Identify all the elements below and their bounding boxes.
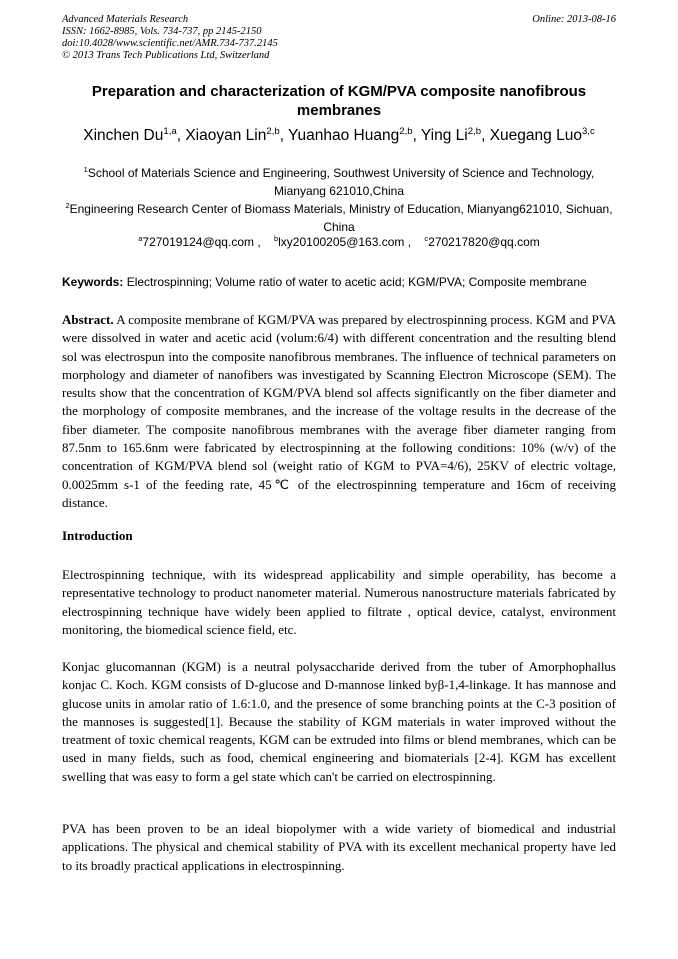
author: Xuegang Luo$^{3,c}$ [489, 125, 595, 144]
affiliation-1: $^1$School of Materials Science and Engineering, Southwest University of Science and Technology, Mianyang 621010,China [83, 165, 595, 198]
email[interactable]: $^a$727019124@qq.com , [138, 234, 261, 249]
journal-name: Advanced Materials Research [62, 14, 189, 25]
online-date: Online: 2013-08-16 [532, 14, 616, 25]
abstract [62, 311, 616, 512]
affiliation-2: $^2$Engineering Research Center of Biomass Materials, Ministry of Education, Mianyang621010, Sichuan, China [65, 201, 613, 234]
abstract-label: Abstract. [62, 312, 114, 327]
keywords [62, 274, 616, 290]
author: Xinchen Du$^{1,a}$, [83, 125, 186, 144]
journal-header [62, 14, 616, 62]
author: Yuanhao Huang$^{2,b}$, [288, 125, 421, 144]
copyright-line: © 2013 Trans Tech Publications Ltd, Switzerland [62, 50, 270, 61]
abstract-text: A composite membrane of KGM/PVA was prepared by electrospinning process. KGM and PVA were dissolved in water and acetic acid (volum:6/4) with different concentration and the resulting blend sol was electrospun into the composite nanofibrous membranes. The influence of technical parameters on morphology and diameter of nanofibers was investigated by Scanning Electron Microscope (SEM). The results show that the concentration of KGM/PVA blend sol affects significantly on the fiber diameter and the morphology of composite membranes, and the increase of the voltage results in the decrease of the fiber diameter. The composite nanofibrous membranes with the average fiber diameter ranging from 87.5nm to 165.6nm were fabricated by electrospinning at the following conditions: 10% (w/v) of the concentration of KGM/PVA blend sol (weight ratio of KGM to PVA=4/6), 25KV of electric voltage, 0.0025mm s-1 of the feeding rate, 45℃ of the electrospinning temperature and 16cm of receiving distance. [62, 312, 616, 510]
paper-title: Preparation and characterization of KGM/PVA composite nanofibrous membranes [91, 83, 587, 119]
author-list [40, 126, 638, 146]
email[interactable]: $^b$lxy20100205@163.com , [274, 234, 412, 249]
keywords-text: Electrospinning; Volume ratio of water to acetic acid; KGM/PVA; Composite membrane [123, 275, 587, 289]
keywords-label: Keywords: [62, 275, 124, 289]
paragraph: Konjac glucomannan (KGM) is a neutral polysaccharide derived from the tuber of Amorphophallus konjac C. Koch. KGM consists of D-glucose and D-mannose linked byβ-1,4-linkage. It has mannose and glucose units in amolar ratio of 1.6:1.0, and the presence of some branching points at the C-3 position of the mannoses is suggested[1]. Because the stability of KGM materials in water improved without the treatment of toxic chemical reagents, KGM can be extruded into films or blend membranes, which can be used in many fields, such as food, chemical engineering and biomaterials [2-4]. KGM has excellent swelling that was easy to form a gel state which can't be carried on electrospinning. [62, 659, 616, 784]
author: Xiaoyan Lin$^{2,b}$, [185, 125, 289, 144]
doi-line: doi:10.4028/www.scientific.net/AMR.734-737.2145 [62, 38, 278, 49]
author: Ying Li$^{2,b}$, [420, 125, 490, 144]
author-emails [62, 234, 616, 250]
email[interactable]: $^c$270217820@qq.com [424, 234, 540, 249]
paragraph: Electrospinning technique, with its widespread applicability and simple operability, has become a representative technology to product nanometer material. Numerous nanostructure materials fabricated by electrospinning technique have widely been applied to filtrate , optical device, catalyst, environment monitoring, the biomedical science field, etc. [62, 567, 616, 637]
paragraph: PVA has been proven to be an ideal biopolymer with a wide variety of biomedical and industrial applications. The physical and chemical stability of PVA with its excellent mechanical property have led to its broadly practical applications in electrospinning. [62, 821, 616, 873]
issn-line: ISSN: 1662-8985, Vols. 734-737, pp 2145-2150 [62, 26, 262, 37]
section-heading-introduction: Introduction [62, 528, 133, 543]
